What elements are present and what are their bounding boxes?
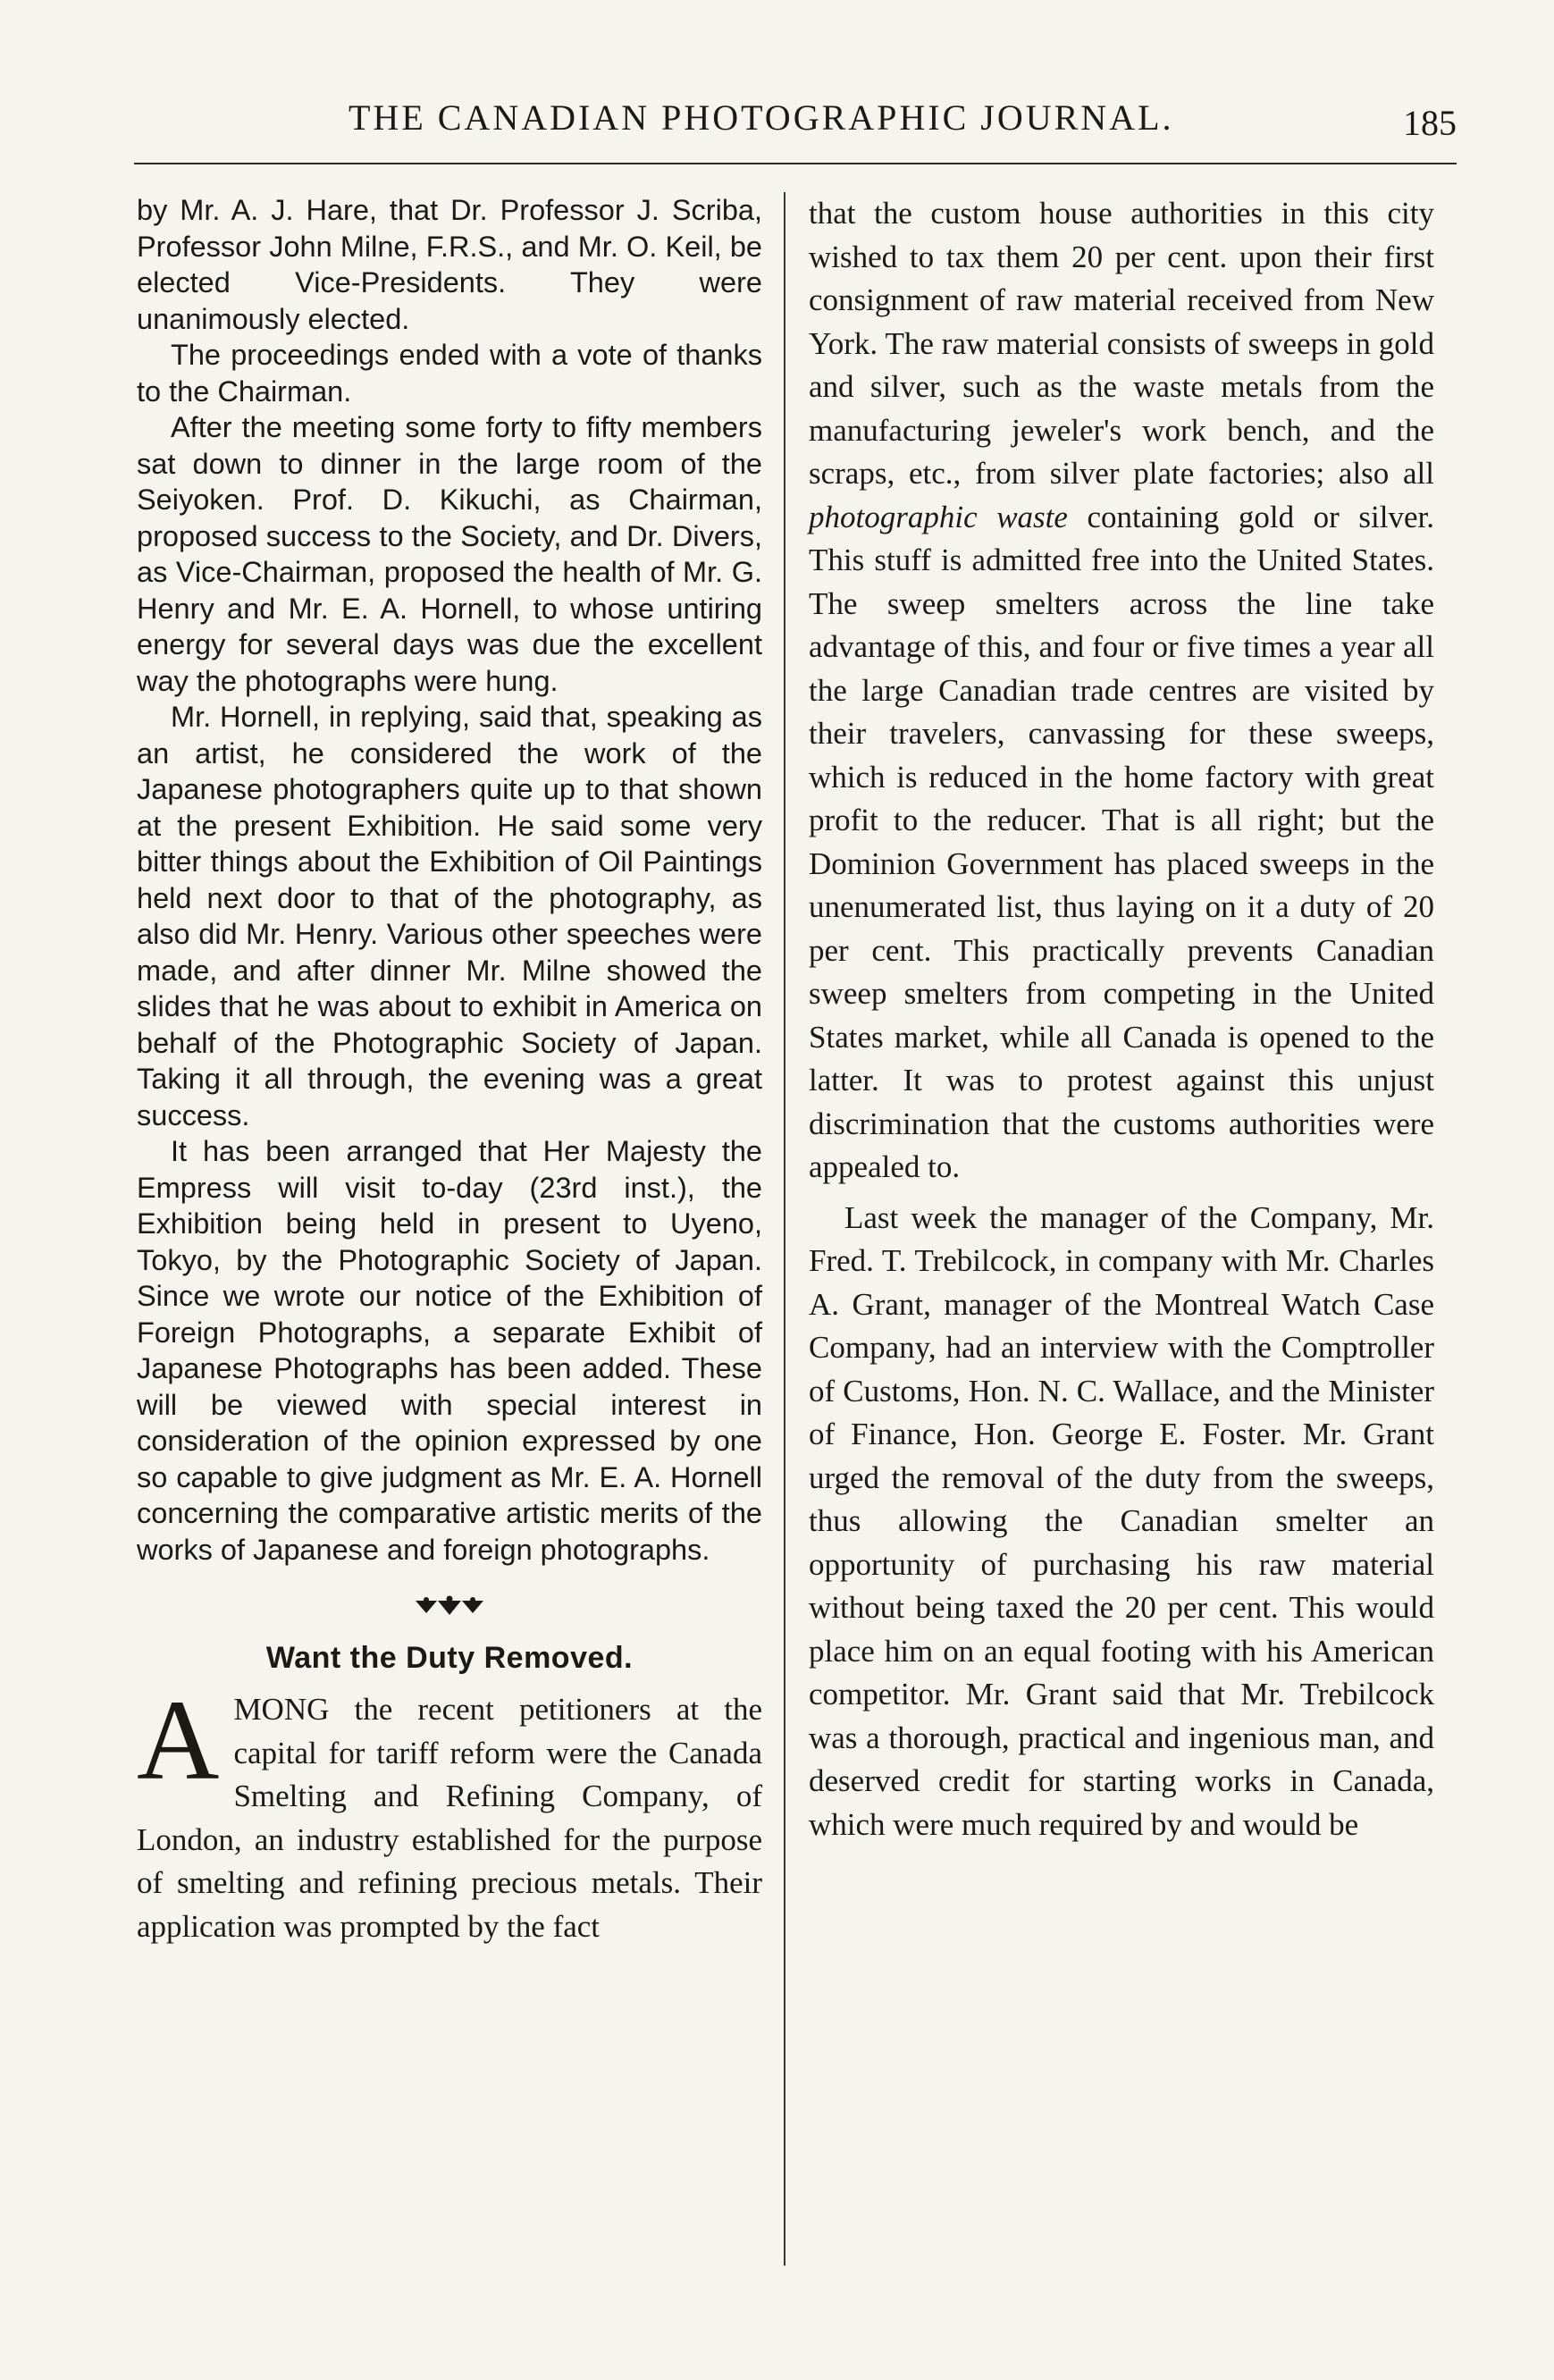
article-opening-text: MONG the recent petitioners at the capital for tariff reform were the Canada Smelting and Refining Company, of London, an industry established for the purpose of smelting and refining precious metals. Their application was prompted by the fact	[137, 1692, 762, 1944]
column-divider	[784, 192, 785, 2266]
right-paragraph-2: Last week the manager of the Company, Mr. Fred. T. Trebilcock, in company with Mr. Charles A. Grant, manager of the Montreal Watch Case Company, had an interview with the Comptroller of Customs, Hon. N. C. Wallace, and the Minister of Finance, Hon. George E. Foster. Mr. Grant urged the removal of the duty from the sweeps, thus allowing the Canadian smelter an opportunity of purchasing his raw material without being taxed the 20 per cent. This would place him on an equal footing with his American competitor. Mr. Grant said that Mr. Trebilcock was a thorough, practical and ingenious man, and deserved credit for starting works in Canada, which were much required by and would be	[809, 1199, 1434, 1842]
right-paragraph-1-start: that the custom house authorities in this city wished to tax them 20 per cent. upon their first consignment of raw material received from New York. The raw material consists of sweeps in gold and silver, such as the waste metals from the manufacturing jeweler's work bench, and the scraps, etc., from silver plate factories; also all	[809, 196, 1434, 491]
right-paragraph-1-end: containing gold or silver. This stuff is admitted free into the United States. The sweep smelters across the line take advantage of this, and four or five times a year all the large Canadian trade centres are visited by their travelers, canvassing for these sweeps, which is reduced in the home factory with great profit to the reducer. That is all right; but the Dominion Government has placed sweeps in the unenumerated list, thus laying on it a duty of 20 per cent. This practically prevents Canadian sweep smelters from competing in the United States market, while all Canada is opened to the latter. It was to protest against this unjust discrimination that the customs authorities were appealed to.	[809, 499, 1434, 1184]
left-paragraph-1: by Mr. A. J. Hare, that Dr. Professor J. Scriba, Professor John Milne, F.R.S., and Mr. O. Keil, be elected Vice-Presidents. They were unanimously elected.	[137, 194, 762, 335]
photographic-waste-italic: photographic waste	[809, 499, 1068, 534]
left-paragraph-3: After the meeting some forty to fifty members sat down to dinner in the large room of the Seiyoken. Prof. D. Kikuchi, as Chairman, proposed success to the Society, and Dr. Divers, as Vice-Chairman, proposed the health of Mr. G. Henry and Mr. E. A. Hornell, to whose untiring energy for several days was due the excellent way the photographs were hung.	[137, 411, 762, 697]
article-opening	[137, 1677, 762, 1948]
running-head	[134, 97, 1457, 150]
left-paragraph-2: The proceedings ended with a vote of thanks to the Chairman.	[137, 339, 762, 408]
left-column	[137, 192, 762, 1948]
left-paragraph-5: It has been arranged that Her Majesty the Empress will visit to-day (23rd inst.), the Exhibition being held in present to Uyeno, Tokyo, by the Photographic Society of Japan. Since we wrote our notice of the Exhibition of Foreign Photographs, a separate Exhibit of Japanese Photographs has been added. These will be viewed with special interest in consideration of the opinion expressed by one so capable to give judgment as Mr. E. A. Hornell concerning the comparative artistic merits of the works of Japanese and foreign photographs.	[137, 1135, 762, 1566]
ornament-icon	[137, 1593, 762, 1629]
article-title: Want the Duty Removed.	[265, 1640, 634, 1675]
right-column	[809, 192, 1434, 1846]
header-rule	[134, 163, 1457, 164]
page-number: 185	[1403, 103, 1457, 143]
right-paragraph-1	[809, 192, 1434, 1190]
running-title: THE CANADIAN PHOTOGRAPHIC JOURNAL.	[349, 97, 1174, 138]
left-paragraph-4: Mr. Hornell, in replying, said that, speaking as an artist, he considered the work of the Japanese photographers quite up to that shown at the present Exhibition. He said some very bitter things about the Exhibition of Oil Paintings held next door to that of the photography, as also did Mr. Henry. Various other speeches were made, and after dinner Mr. Milne showed the slides that he was about to exhibit in America on behalf of the Photographic Society of Japan. Taking it all through, the evening was a great success.	[137, 701, 762, 1131]
drop-cap: A	[137, 1677, 220, 1804]
